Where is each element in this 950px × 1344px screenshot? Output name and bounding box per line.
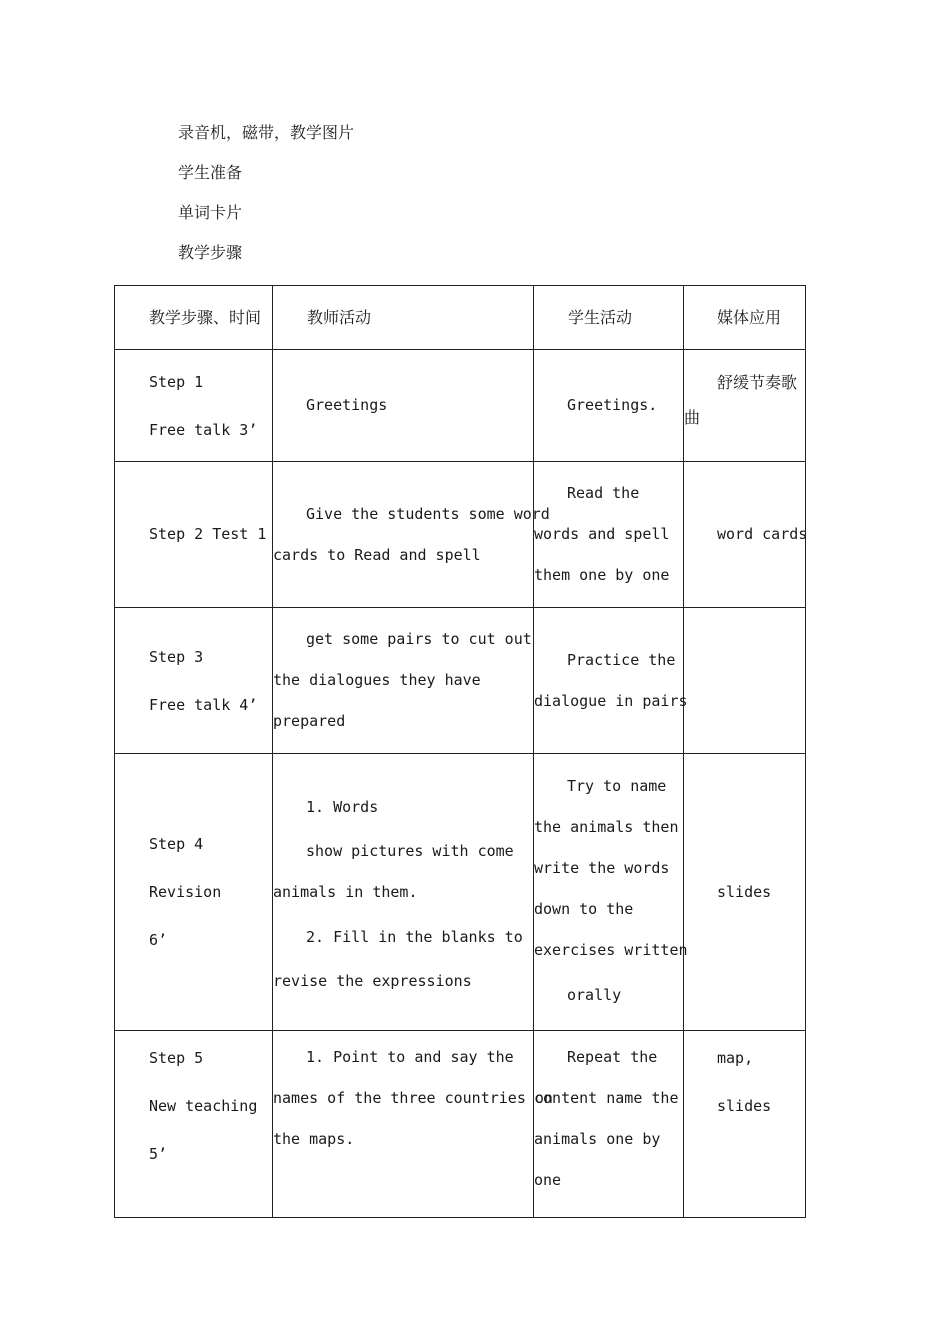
media-cell: [684, 754, 806, 1031]
student-line: dialogue in pairs: [534, 691, 688, 710]
step-line: 5’: [149, 1145, 168, 1163]
media-line: map,: [717, 1049, 754, 1067]
step-cell: [115, 462, 273, 608]
header-teacher-activity: 教师活动: [307, 308, 372, 327]
teacher-line: prepared: [273, 712, 346, 730]
header-cell: [273, 286, 534, 350]
student-line: Practice the: [567, 650, 676, 669]
media-line: slides: [717, 1097, 772, 1115]
media-cell: [684, 462, 806, 608]
student-line: write the words: [534, 858, 670, 877]
teacher-line: cards to Read and spell: [273, 545, 481, 564]
step-line: Free talk 3’: [149, 420, 258, 439]
step-line: Step 4: [149, 835, 204, 853]
table-row: [115, 608, 806, 754]
teacher-cell: [273, 350, 534, 462]
student-line: Read the: [567, 484, 640, 502]
header-cell: [115, 286, 273, 350]
student-prep-heading: 学生准备: [178, 163, 243, 182]
student-cell: [534, 350, 684, 462]
teacher-line: show pictures with come: [306, 841, 514, 860]
student-line: Repeat the: [567, 1048, 658, 1066]
teacher-line: get some pairs to cut out: [306, 630, 532, 648]
student-cell: [534, 754, 688, 1031]
media-line: slides: [717, 882, 772, 901]
student-line: exercises written: [534, 940, 688, 959]
media-line: word cards: [717, 525, 808, 543]
student-cell: [534, 1031, 684, 1218]
step-line: Step 1: [149, 372, 204, 391]
student-cell: [534, 462, 684, 608]
step-cell: [115, 350, 273, 462]
teacher-line: revise the expressions: [273, 971, 472, 990]
student-line: content name the: [534, 1089, 679, 1107]
teacher-cell: [273, 608, 534, 754]
step-line: Revision: [149, 883, 222, 901]
table-row: [115, 1031, 806, 1218]
table-row: [115, 350, 806, 462]
student-line: the animals then: [534, 817, 679, 836]
teacher-line: names of the three countries on: [273, 1089, 553, 1107]
student-line: them one by one: [534, 566, 670, 584]
step-line: 6’: [149, 931, 168, 949]
media-cell: [684, 608, 806, 754]
media-cell: [684, 350, 806, 462]
step-line: Step 5: [149, 1049, 204, 1067]
step-cell: [115, 608, 273, 754]
header-cell: [534, 286, 684, 350]
media-cell: [684, 1031, 806, 1218]
step-line: Step 2 Test 1: [149, 525, 267, 543]
teacher-line: 1. Words: [306, 797, 379, 816]
step-line: Step 3: [149, 647, 204, 666]
teacher-cell: [273, 462, 550, 608]
table-header-row: [115, 286, 806, 350]
student-line: words and spell: [534, 525, 670, 543]
teacher-line: 2. Fill in the blanks to: [306, 927, 523, 946]
table-row: [115, 754, 806, 1031]
media-line: 舒缓节奏歌: [717, 373, 798, 392]
header-cell: [684, 286, 806, 350]
student-line: down to the: [534, 899, 634, 918]
step-line: New teaching: [149, 1097, 258, 1115]
header-student-activity: 学生活动: [568, 308, 633, 327]
table-row: [115, 462, 806, 608]
student-line: one: [534, 1171, 562, 1189]
student-line: Greetings.: [567, 396, 658, 414]
teacher-line: the maps.: [273, 1130, 355, 1148]
step-cell: [115, 754, 273, 1031]
student-line: orally: [567, 985, 622, 1004]
materials-line: 录音机，磁带，教学图片: [178, 123, 355, 142]
student-prep-text: 单词卡片: [178, 203, 243, 222]
teacher-line: the dialogues they have: [273, 671, 481, 689]
step-line: Free talk 4’: [149, 695, 258, 714]
media-line: 曲: [684, 408, 701, 427]
student-line: animals one by: [534, 1130, 661, 1148]
teacher-line: 1. Point to and say the: [306, 1048, 514, 1066]
teacher-line: Give the students some word: [306, 504, 550, 523]
teacher-cell: [273, 754, 534, 1031]
steps-heading: 教学步骤: [178, 243, 243, 262]
header-step-time: 教学步骤、时间: [149, 308, 262, 327]
lesson-steps-table: [114, 285, 806, 1218]
step-cell: [115, 1031, 273, 1218]
teacher-line: Greetings: [306, 396, 388, 414]
student-cell: [534, 608, 688, 754]
student-line: Try to name: [567, 776, 667, 795]
teacher-line: animals in them.: [273, 882, 418, 901]
header-media: 媒体应用: [717, 308, 782, 327]
